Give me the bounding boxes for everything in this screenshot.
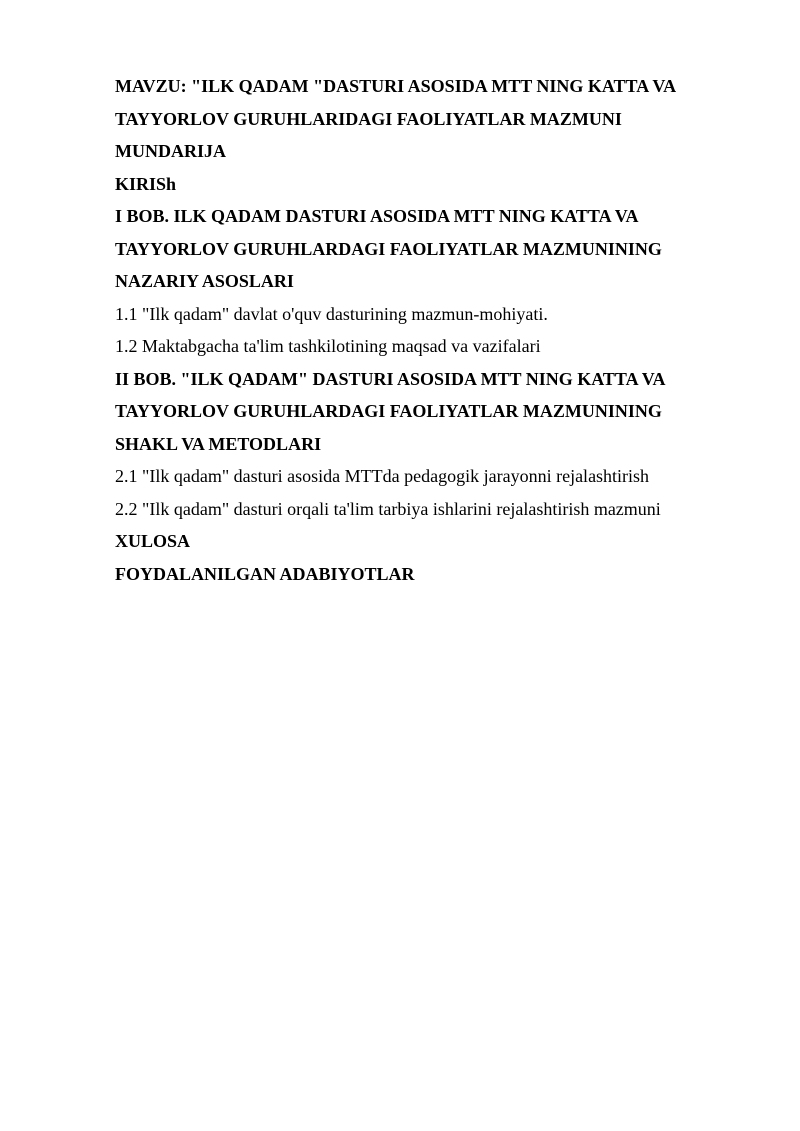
- toc-intro: KIRISh: [115, 173, 177, 194]
- title-line: TAYYORLOV GURUHLARIDAGI FAOLIYATLAR MAZMUNI: [115, 108, 622, 129]
- contents-heading: MUNDARIJA: [115, 141, 226, 161]
- document-page: [115, 70, 735, 590]
- toc-section-1-2: 1.2 Maktabgacha ta'lim tashkilotining maqsad va vazifalari: [115, 336, 541, 356]
- chapter-title-line: TAYYORLOV GURUHLARDAGI FAOLIYATLAR MAZMUNINING: [115, 401, 662, 421]
- document-title: [115, 70, 735, 135]
- chapter-title-line: SHAKL VA METODLARI: [115, 433, 322, 454]
- toc-chapter-2: [115, 363, 735, 461]
- toc-chapter-1: [115, 200, 735, 298]
- chapter-title-line: II BOB. "ILK QADAM" DASTURI ASOSIDA MTT NING KATTA VA: [115, 368, 666, 389]
- toc-references: FOYDALANILGAN ADABIYOTLAR: [115, 563, 415, 584]
- toc-section-2-1: 2.1 "Ilk qadam" dasturi asosida MTTda pedagogik jarayonni rejalashtirish: [115, 466, 650, 486]
- toc-section-1-1: 1.1 "Ilk qadam" davlat o'quv dasturining mazmun-mohiyati.: [115, 303, 548, 324]
- chapter-title-line: NAZARIY ASOSLARI: [115, 271, 294, 291]
- title-line: MAVZU: "ILK QADAM "DASTURI ASOSIDA MTT NING KATTA VA: [115, 76, 677, 96]
- chapter-title-line: TAYYORLOV GURUHLARDAGI FAOLIYATLAR MAZMUNINING: [115, 238, 662, 259]
- toc-section-2-2: 2.2 "Ilk qadam" dasturi orqali ta'lim tarbiya ishlarini rejalashtirish mazmuni: [115, 498, 661, 519]
- chapter-title-line: I BOB. ILK QADAM DASTURI ASOSIDA MTT NING KATTA VA: [115, 206, 639, 226]
- toc-conclusion: XULOSA: [115, 531, 191, 551]
